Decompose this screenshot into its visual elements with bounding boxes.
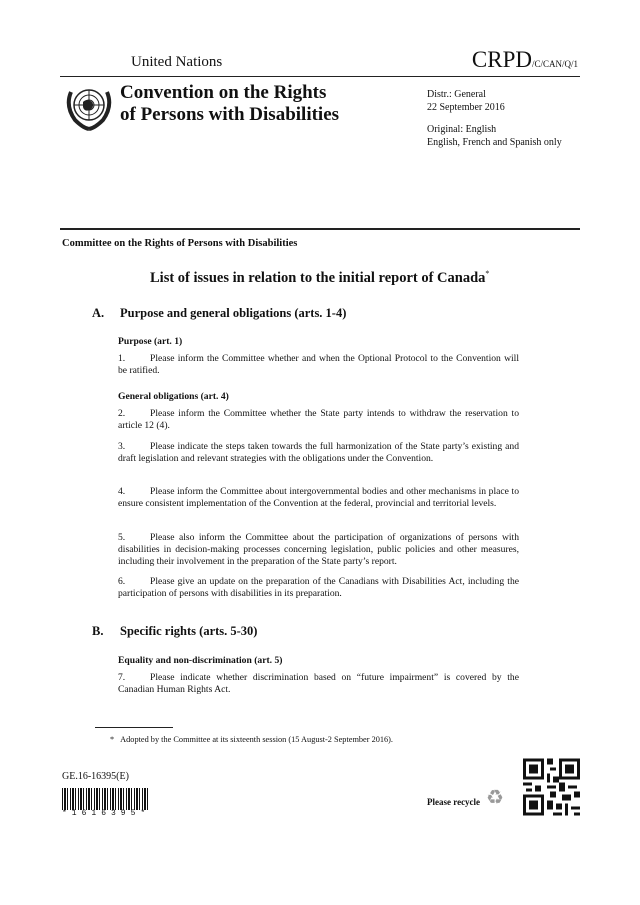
paragraph-number: 2.	[118, 408, 126, 419]
paragraph	[118, 532, 519, 568]
paragraph-number: 6.	[118, 576, 126, 587]
barcode	[62, 788, 150, 810]
paragraph-text: Please indicate the steps taken towards the full harmonization of the State party’s existing and draft legislation and relevant strategies with the obligations under the Convention.	[118, 441, 519, 464]
un-emblem-icon	[63, 82, 115, 132]
recycle-label: Please recycle	[427, 797, 481, 807]
section-letter: A.	[92, 306, 105, 320]
paragraph	[118, 441, 519, 465]
paragraph-number: 4.	[118, 486, 126, 497]
footnote-text: Adopted by the Committee at its sixteenth session (15 August-2 September 2016).	[120, 735, 393, 744]
footnote-mark: *	[110, 735, 115, 744]
barcode-text: *1616395*	[62, 809, 151, 818]
qr-code	[523, 758, 580, 816]
paragraph-number: 7.	[118, 672, 126, 683]
body-title	[120, 82, 339, 126]
section-a-heading	[92, 306, 346, 321]
thick-rule	[60, 228, 580, 230]
paragraph-number: 5.	[118, 532, 126, 543]
document-title	[150, 269, 489, 287]
document-symbol	[472, 47, 578, 73]
paragraph	[118, 486, 519, 510]
section-title: Specific rights (arts. 5-30)	[120, 624, 258, 638]
header-rule	[60, 76, 580, 77]
footnote-rule	[95, 727, 173, 728]
subheading-equality: Equality and non-discrimination (art. 5)	[118, 655, 283, 666]
subheading-purpose: Purpose (art. 1)	[118, 336, 183, 347]
paragraph-text: Please inform the Committee whether and when the Optional Protocol to the Convention will be ratified.	[118, 353, 519, 376]
paragraph	[118, 576, 519, 600]
subheading-general-obligations: General obligations (art. 4)	[118, 391, 229, 402]
paragraph	[118, 672, 519, 696]
job-number: GE.16-16395(E)	[62, 771, 129, 782]
paragraph-number: 3.	[118, 441, 126, 452]
paragraph-text: Please indicate whether discrimination based on “future impairment” is covered by the Canadian Human Rights Act.	[118, 672, 519, 695]
paragraph	[118, 353, 519, 377]
body-title-line2: of Persons with Disabilities	[120, 104, 340, 125]
body-title-line1: Convention on the Rights	[120, 82, 327, 103]
title-footnote-mark: *	[485, 269, 490, 278]
org-name: United Nations	[131, 54, 223, 70]
paragraph-text: Please give an update on the preparation of the Canadians with Disabilities Act, including the participation of persons with disabilities in its preparation.	[118, 576, 519, 599]
symbol-main: CRPD	[471, 47, 532, 72]
section-title: Purpose and general obligations (arts. 1-4)	[120, 306, 347, 320]
committee-heading: Committee on the Rights of Persons with Disabilities	[62, 238, 298, 249]
paragraph-text: Please inform the Committee about intergovernmental bodies and other mechanisms in place to ensure consistent implementation of the Convention at the federal, provincial and territorial levels.	[118, 486, 519, 509]
title-text: List of issues in relation to the initial report of Canada	[150, 269, 486, 286]
recycle-icon: ♻	[486, 787, 504, 809]
original-language: Original: English	[427, 124, 497, 135]
languages: English, French and Spanish only	[427, 137, 562, 148]
distribution-info	[427, 88, 562, 149]
section-letter: B.	[92, 624, 104, 638]
date: 22 September 2016	[427, 102, 505, 113]
paragraph-text: Please inform the Committee whether the State party intends to withdraw the reservation to article 12 (4).	[118, 408, 519, 431]
symbol-suffix: /C/CAN/Q/1	[531, 59, 578, 69]
paragraph-number: 1.	[118, 353, 126, 364]
distr: Distr.: General	[427, 89, 486, 100]
paragraph-text: Please also inform the Committee about the participation of organizations of persons with disabilities in decision-making processes concerning legislation, public policies and other measures, including their involvement in the preparation of the State party’s report.	[118, 532, 519, 567]
footnote	[110, 735, 393, 744]
paragraph	[118, 408, 519, 432]
section-b-heading	[92, 624, 257, 639]
